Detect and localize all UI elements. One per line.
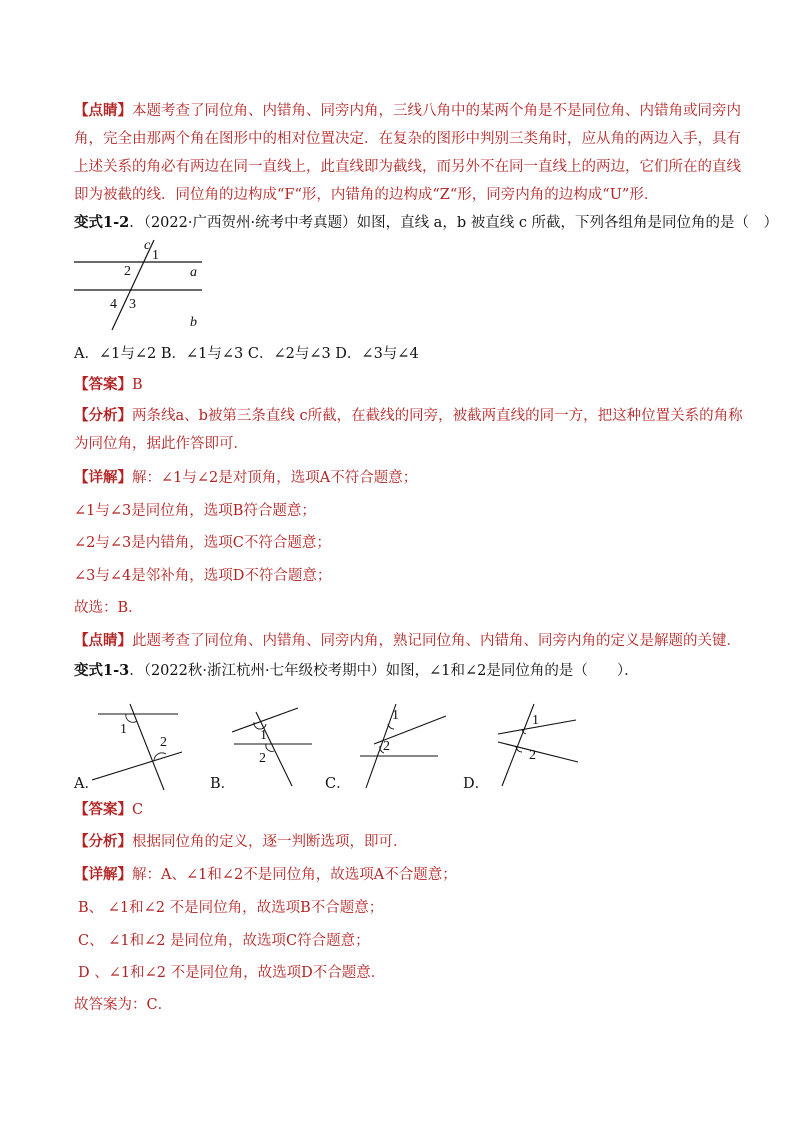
option-d-angle-1: 1 bbox=[532, 713, 539, 728]
detail-1-3-line-4: D 、∠1和∠2 不是同位角，故选项D不合题意． bbox=[78, 965, 386, 981]
point-paragraph-line-4: 即为被截的线．同位角的边构成“F“形，内错角的边构成“Z“形，同旁内角的边构成“U”形． bbox=[74, 187, 659, 203]
fig-label-b: b bbox=[190, 315, 197, 330]
point-paragraph-line-1 bbox=[74, 100, 741, 122]
analysis-text-1: 两条线a、b被第三条直线 c所截，在截线的同旁，被截两直线的同一方，把这种位置关系的角称 bbox=[132, 408, 743, 424]
analysis-text-2: 根据同位角的定义，逐一判断选项，即可． bbox=[132, 834, 408, 850]
answer-tag-2: 【答案】 bbox=[74, 801, 132, 818]
option-c-figure bbox=[346, 702, 456, 790]
point-tag-2: 【点睛】 bbox=[74, 632, 132, 649]
detail-1-2-line-1 bbox=[74, 467, 417, 489]
question-1-3-label: 变式1-3 bbox=[74, 662, 130, 679]
answer-value-2: C bbox=[132, 802, 144, 818]
option-b-figure bbox=[232, 706, 317, 788]
option-d-angle-2: 2 bbox=[529, 748, 536, 763]
analysis-tag-2: 【分析】 bbox=[74, 833, 132, 850]
fig-label-2: 2 bbox=[124, 264, 131, 279]
point-paragraph-line-2: 角，完全由那两个角在图形中的相对位置决定．在复杂的图形中判别三类角时，应从角的两边入手，具有 bbox=[74, 131, 741, 147]
analysis-tag: 【分析】 bbox=[74, 407, 132, 424]
point-text-1: 本题考查了同位角、内错角、同旁内角，三线八角中的某两个角是不是同位角、内错角或同旁内 bbox=[132, 103, 741, 119]
point-tag: 【点睛】 bbox=[74, 102, 132, 119]
question-1-2-source: ．（2022·广西贺州·统考中考真题）如图，直线 a，b 被直线 c 所截，下列各组角是同位角的是（ ） bbox=[129, 215, 779, 231]
option-a-angle-1: 1 bbox=[120, 722, 127, 737]
fig-label-1: 1 bbox=[152, 248, 159, 263]
fig-label-a: a bbox=[190, 265, 197, 280]
option-c-angle-1: 1 bbox=[392, 708, 399, 723]
question-1-3-stem bbox=[74, 660, 639, 682]
option-b-angle-1: 1 bbox=[260, 728, 267, 743]
option-c-label: C． bbox=[325, 776, 351, 792]
answer-value: B bbox=[132, 377, 143, 393]
fig-label-c: c bbox=[144, 238, 151, 253]
detail-1-2-line-3: ∠2与∠3是内错角，选项C不符合题意； bbox=[74, 535, 331, 551]
detail-1-3-line-2: B、 ∠1和∠2 不是同位角，故选项B不合题意； bbox=[78, 900, 384, 916]
detail-1-3-line-1 bbox=[74, 864, 457, 886]
option-c-angle-2: 2 bbox=[383, 739, 390, 754]
detail-text-1: 解：∠1与∠2是对顶角，选项A不符合题意； bbox=[132, 470, 418, 486]
point-1-2 bbox=[74, 630, 741, 652]
question-1-2-label: 变式1-2 bbox=[74, 214, 130, 231]
analysis-1-3 bbox=[74, 831, 408, 853]
option-a-label: A． bbox=[74, 776, 99, 792]
detail-1-2-line-4: ∠3与∠4是邻补角，选项D不符合题意； bbox=[74, 568, 332, 584]
fig-label-3: 3 bbox=[129, 297, 136, 312]
option-b-label: B． bbox=[210, 776, 236, 792]
answer-tag: 【答案】 bbox=[74, 376, 132, 393]
option-d-figure bbox=[484, 702, 584, 790]
option-d-label: D． bbox=[463, 776, 490, 792]
option-b-angle-2: 2 bbox=[259, 751, 266, 766]
conclusion-1-3: 故答案为：C． bbox=[74, 997, 173, 1013]
answer-1-3 bbox=[74, 799, 143, 821]
option-a-figure bbox=[92, 702, 187, 792]
question-1-3-source: ．（2022秋·浙江杭州·七年级校考期中）如图，∠1和∠2是同位角的是（ ）． bbox=[129, 663, 639, 679]
fig-label-4: 4 bbox=[110, 297, 117, 312]
detail-text-2-1: 解：A、∠1和∠2不是同位角，故选项A不合题意； bbox=[132, 867, 457, 883]
analysis-1-2-line-1 bbox=[74, 405, 743, 427]
detail-1-2-line-2: ∠1与∠3是同位角，选项B符合题意； bbox=[74, 503, 316, 519]
point-paragraph-line-3: 上述关系的角必有两边在同一直线上，此直线即为截线，而另外不在同一直线上的两边，它们所在的直线 bbox=[74, 159, 741, 175]
question-1-2-options: A．∠1与∠2 B．∠1与∠3 C．∠2与∠3 D．∠3与∠4 bbox=[74, 346, 419, 362]
question-1-2-figure bbox=[74, 238, 209, 332]
point-text-2: 此题考查了同位角、内错角、同旁内角，熟记同位角、内错角、同旁内角的定义是解题的关键． bbox=[132, 633, 741, 649]
detail-1-3-line-3: C、 ∠1和∠2 是同位角，故选项C符合题意； bbox=[78, 933, 370, 949]
option-a-angle-2: 2 bbox=[160, 735, 167, 750]
analysis-1-2-line-2: 为同位角，据此作答即可． bbox=[74, 436, 248, 452]
detail-tag: 【详解】 bbox=[74, 469, 132, 486]
question-1-2-stem bbox=[74, 212, 778, 234]
answer-1-2 bbox=[74, 374, 143, 396]
conclusion-1-2: 故选：B． bbox=[74, 600, 143, 616]
detail-tag-2: 【详解】 bbox=[74, 866, 132, 883]
